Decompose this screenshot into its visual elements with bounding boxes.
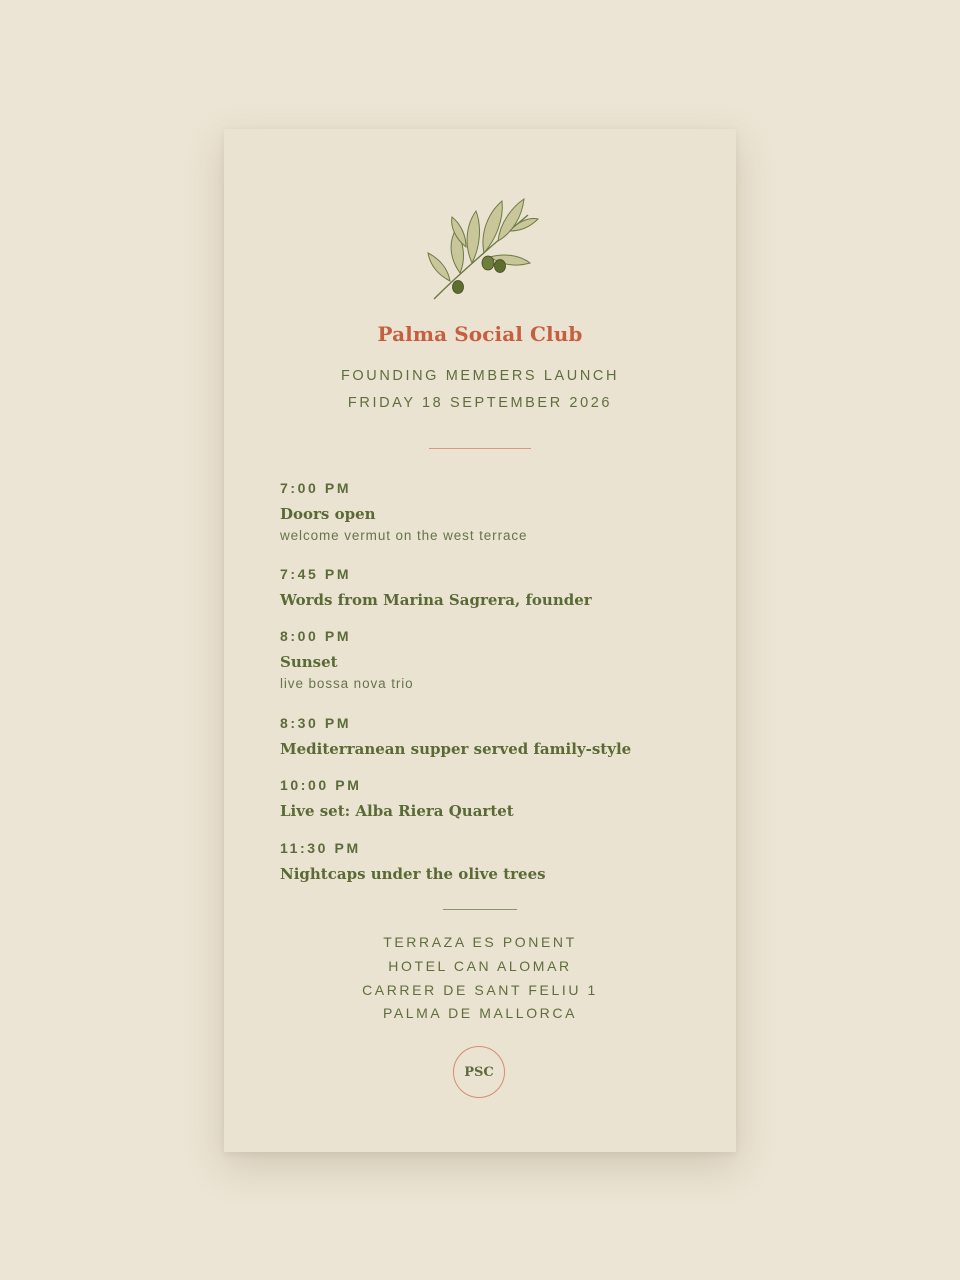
olive-branch-icon	[420, 181, 540, 301]
schedule-note: welcome vermut on the west terrace	[280, 528, 528, 543]
divider-top	[429, 448, 531, 449]
schedule-title: Live set: Alba Riera Quartet	[280, 802, 514, 820]
schedule-item	[280, 776, 700, 821]
schedule-item	[280, 839, 700, 884]
schedule-time: 7:00 PM	[280, 480, 352, 496]
schedule-title: Mediterranean supper served family-style	[280, 740, 632, 758]
divider-bottom	[443, 909, 517, 910]
schedule-time: 10:00 PM	[280, 777, 362, 793]
schedule-item	[280, 627, 700, 693]
venue-line: TERRAZA ES PONENT	[383, 934, 577, 950]
schedule-title: Sunset	[280, 653, 338, 671]
schedule-title: Nightcaps under the olive trees	[280, 865, 546, 883]
event-date: FRIDAY 18 SEPTEMBER 2026	[347, 395, 613, 411]
club-title: Palma Social Club	[377, 322, 583, 346]
schedule-title: Doors open	[280, 505, 376, 523]
venue-line: CARRER DE SANT FELIU 1	[362, 982, 598, 998]
venue-line: HOTEL CAN ALOMAR	[388, 958, 572, 974]
schedule-item	[280, 714, 700, 759]
schedule-time: 11:30 PM	[280, 840, 361, 856]
schedule-time: 7:45 PM	[280, 566, 352, 582]
schedule-note: live bossa nova trio	[280, 676, 414, 691]
schedule-title: Words from Marina Sagrera, founder	[280, 591, 592, 609]
event-name: FOUNDING MEMBERS LAUNCH	[340, 368, 620, 384]
venue-line: PALMA DE MALLORCA	[382, 1005, 578, 1021]
monogram-seal: PSC	[453, 1046, 505, 1098]
invitation-card	[224, 129, 736, 1152]
schedule-time: 8:00 PM	[280, 628, 352, 644]
schedule-item	[280, 565, 700, 610]
schedule-time: 8:30 PM	[280, 715, 352, 731]
schedule-item	[280, 479, 700, 545]
